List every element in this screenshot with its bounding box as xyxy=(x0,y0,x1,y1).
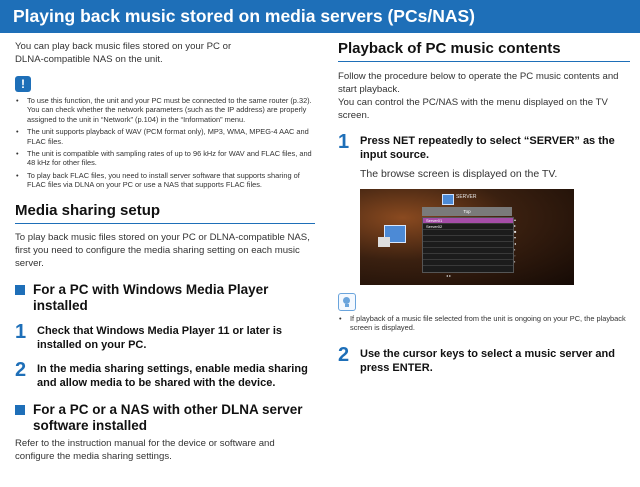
section-heading-playback: Playback of PC music contents xyxy=(338,40,630,62)
tip-notes-list xyxy=(338,314,630,333)
section-heading-media-sharing: Media sharing setup xyxy=(15,202,315,224)
warning-icon: ! xyxy=(15,76,31,92)
square-bullet-icon xyxy=(15,405,25,415)
step-number: 2 xyxy=(338,343,350,366)
page-title: Playing back music stored on media servers (PCs/NAS) xyxy=(13,6,475,26)
tv-list-row xyxy=(423,260,513,266)
tv-sidebar-icons: ▴ ▸ ■ ▾ ◂ ▪ ▫ ▪ xyxy=(514,217,517,264)
bulb-icon xyxy=(343,297,350,304)
tv-list-row: Server01 xyxy=(423,218,513,224)
step-2-wmp xyxy=(15,358,315,390)
playback-intro-1: Follow the procedure below to operate the PC music contents and start playback. xyxy=(338,71,619,95)
subheading-dlna-label: For a PC or a NAS with other DLNA server software installed xyxy=(33,401,303,433)
playback-intro-2: You can control the PC/NAS with the menu displayed on the TV screen. xyxy=(338,97,608,121)
step-text: Check that Windows Media Player 11 or later is installed on your PC. xyxy=(37,324,283,351)
note-item: • The unit supports playback of WAV (PCM format only), MP3, WMA, MPEG-4 AAC and FLAC files. xyxy=(23,127,315,146)
note-item: • The unit is compatible with sampling rates of up to 96 kHz for WAV and FLAC files, and 48 kHz for other files. xyxy=(23,149,315,168)
step-text: In the media sharing settings, enable media sharing and allow media to be shared with the device. xyxy=(37,362,308,389)
tv-server-list xyxy=(422,217,514,273)
note-item: • To play back FLAC files, you need to install server software that supports sharing of FLAC files via DLNA on your PC or use a NAS that supports FLAC files. xyxy=(23,171,315,190)
tv-browse-screenshot xyxy=(360,189,574,285)
tv-top-label: Top xyxy=(422,207,512,216)
subheading-wmp xyxy=(15,282,315,314)
tv-list-row: Server02 xyxy=(423,224,513,230)
square-bullet-icon xyxy=(15,285,25,295)
subheading-wmp-label: For a PC with Windows Media Player installed xyxy=(33,281,269,313)
step-1-playback xyxy=(338,131,630,162)
left-column xyxy=(15,40,315,463)
dlna-text: Refer to the instruction manual for the device or software and configure the media sharing settings. xyxy=(15,437,275,462)
intro-text: You can play back music files stored on your PC or DLNA-compatible NAS on the unit. xyxy=(15,41,232,65)
tv-page-indicator-icon: ◂ ▸ xyxy=(446,273,452,278)
tv-header-label: SERVER xyxy=(456,194,477,200)
right-column xyxy=(338,40,630,375)
step-number: 1 xyxy=(15,320,27,343)
step-text: Use the cursor keys to select a music server and press ENTER. xyxy=(360,347,615,374)
notes-list xyxy=(15,96,315,190)
note-item: • To use this function, the unit and your PC must be connected to the same router (p.32). You can check whether the network parameters (such as the IP address) are properly assigned to the unit in “Network” (p.104) in the “Information” menu. xyxy=(23,96,315,124)
title-banner xyxy=(0,0,640,33)
pc-tower-icon xyxy=(378,237,390,247)
step-number: 2 xyxy=(15,358,27,381)
step-text: Press NET repeatedly to select “SERVER” as the input source. xyxy=(360,135,615,161)
hint-lightbulb-icon xyxy=(338,293,356,311)
step-1-subtext: The browse screen is displayed on the TV. xyxy=(360,168,558,180)
step-2-playback xyxy=(338,343,630,375)
setup-text: To play back music files stored on your PC or DLNA-compatible NAS, first you need to configure the media sharing setting on each music server. xyxy=(15,231,310,269)
tip-note-item: • If playback of a music file selected from the unit is ongoing on your PC, the playback screen is displayed. xyxy=(346,314,630,333)
server-icon xyxy=(442,194,454,205)
bulb-base-icon xyxy=(345,304,349,307)
step-number: 1 xyxy=(338,131,350,153)
subheading-dlna xyxy=(15,402,315,434)
step-1-wmp xyxy=(15,320,315,352)
